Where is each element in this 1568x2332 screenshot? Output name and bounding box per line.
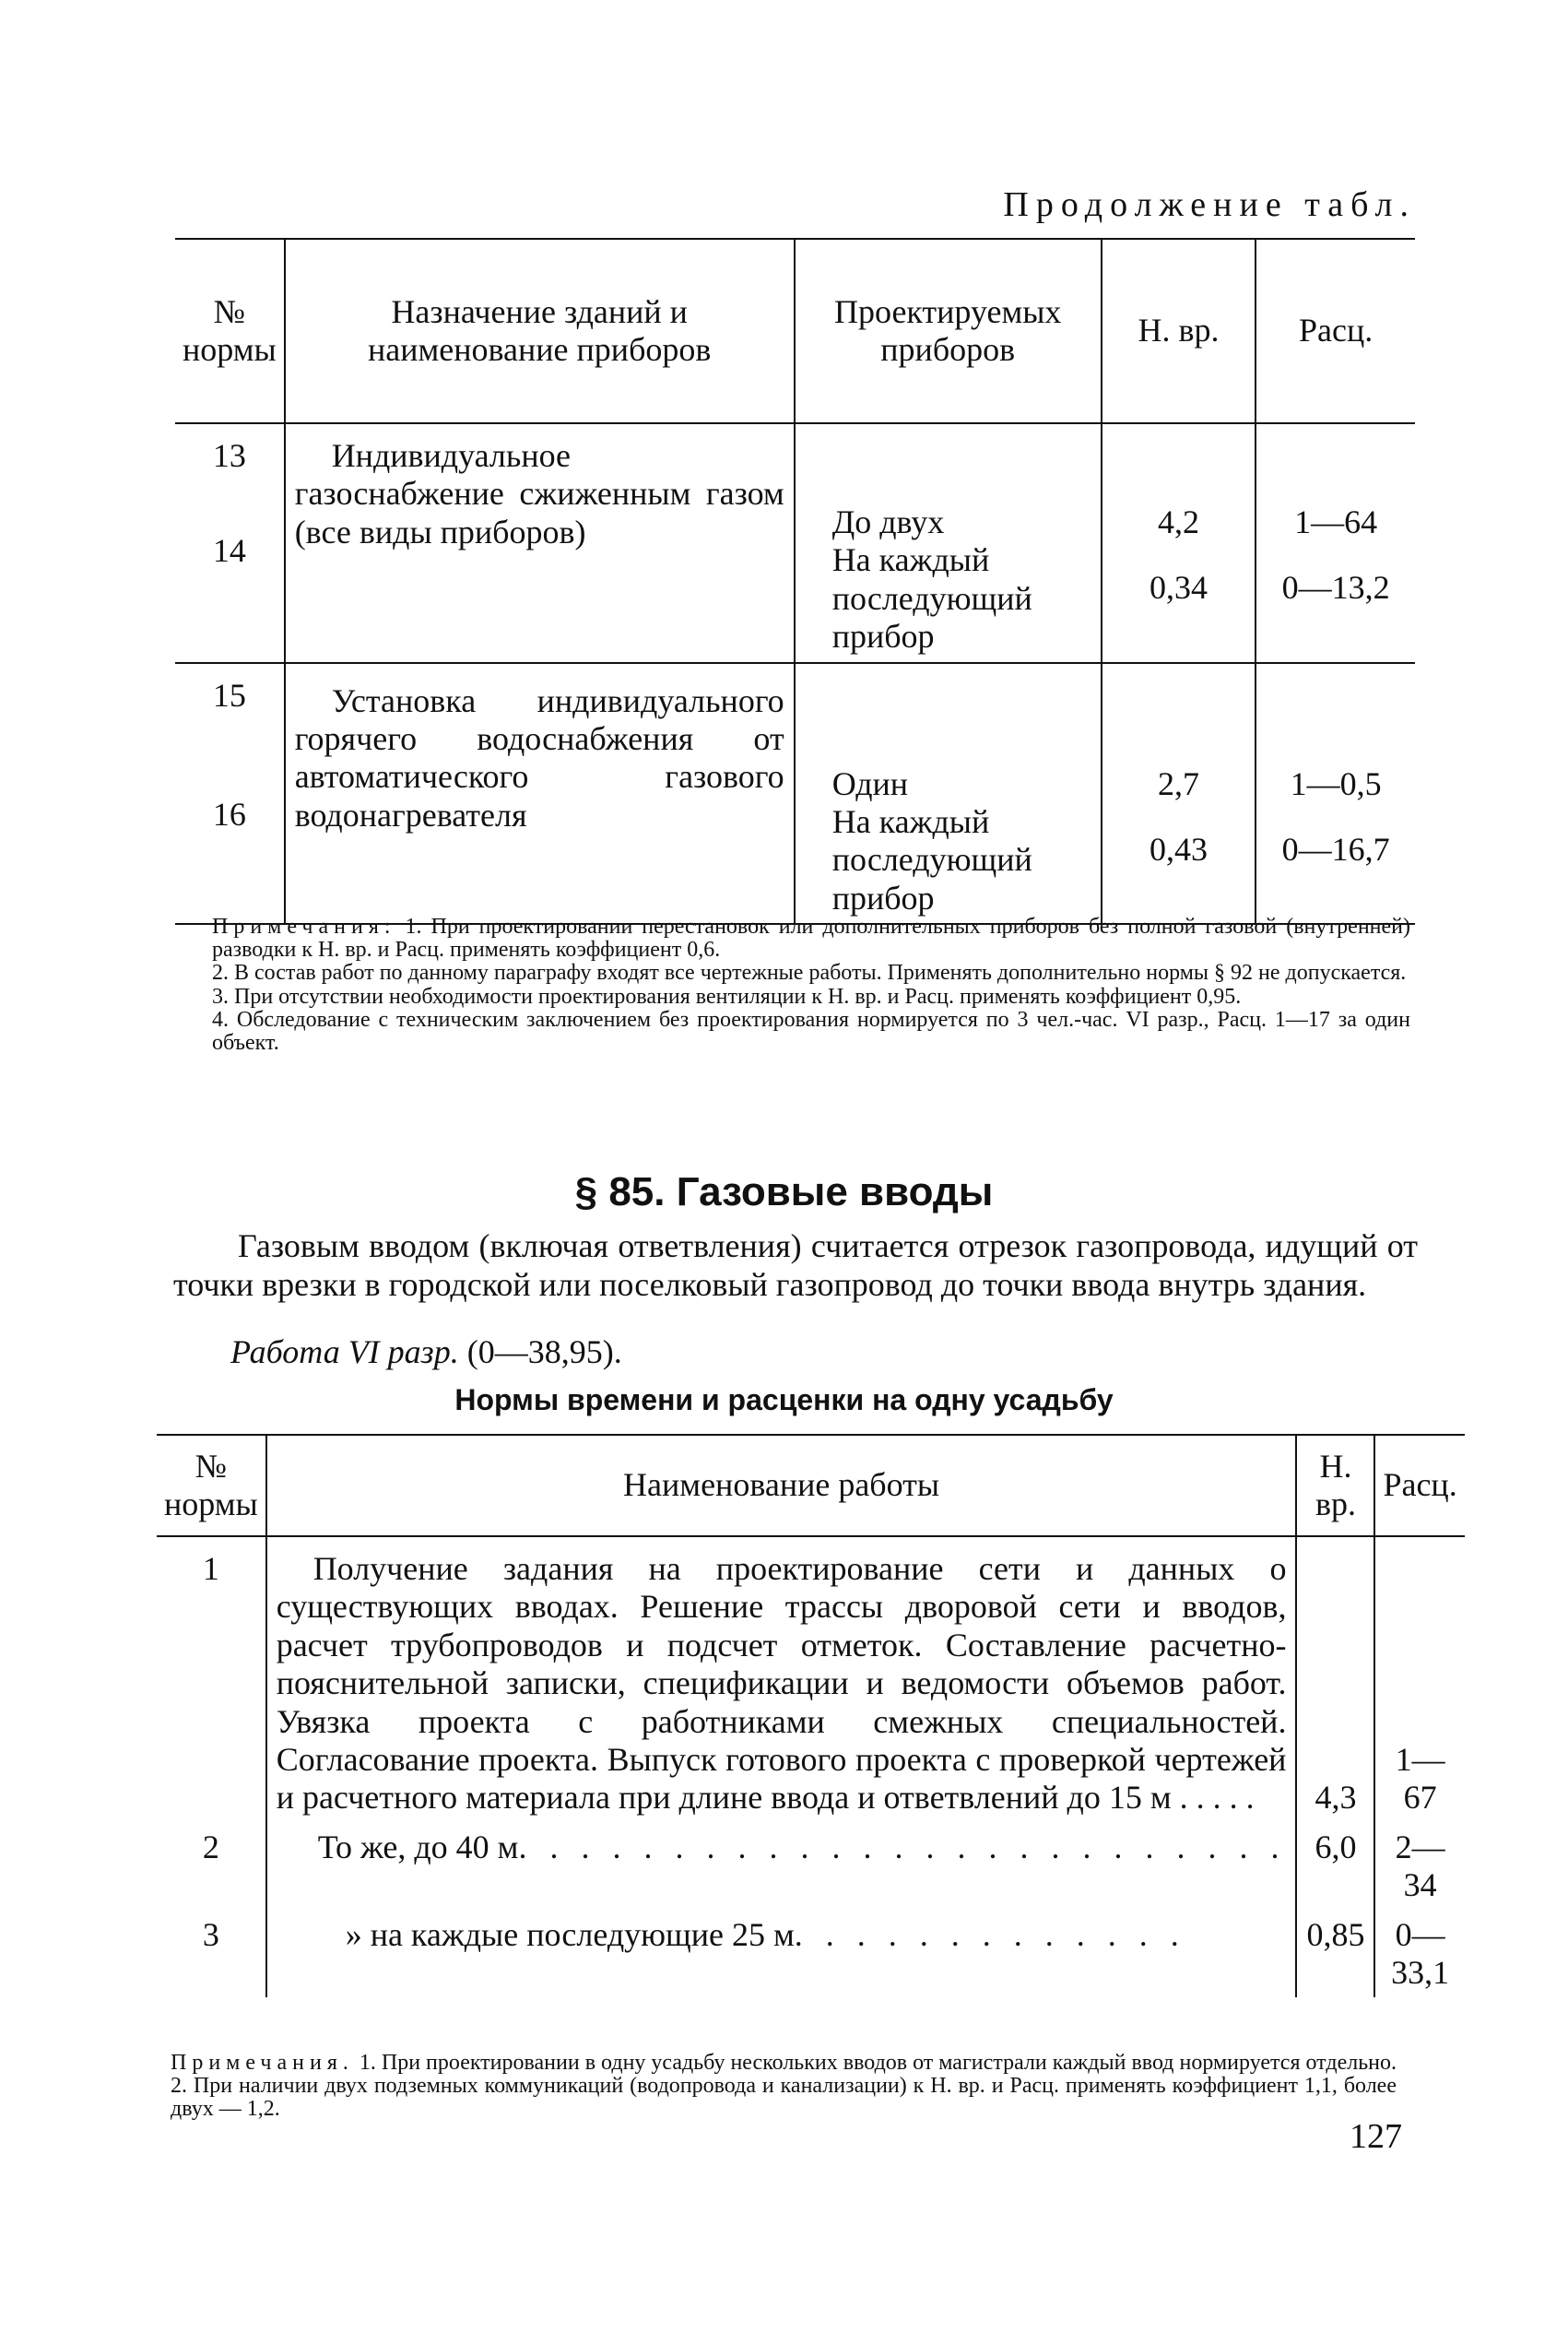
work-grade-label: Работа VI разр. xyxy=(230,1333,459,1370)
rate-value: 2—34 xyxy=(1374,1823,1464,1911)
norm-number: 1 xyxy=(202,1550,219,1587)
rate-value: 1—64 xyxy=(1294,503,1378,540)
notes-label: Примечания. xyxy=(171,2051,354,2075)
work-text: » на каждые последующие 25 м xyxy=(345,1915,795,1953)
page-number: 127 xyxy=(1350,2117,1402,2156)
norm-number: 15 xyxy=(212,676,246,714)
norm-number: 2 xyxy=(202,1828,219,1865)
note-item: 4. Обследование с техническим заключением без проектирования нормируется по 3 чел.-час. VI разр., Расц. 1—17 за один объект. xyxy=(212,1007,1410,1055)
note-item: 2. В состав работ по данному параграфу входят все чертежные работы. Применять дополнительно нормы § 92 не допускается. xyxy=(212,961,1407,986)
header-work-name: Наименование работы xyxy=(266,1435,1297,1536)
header-purpose: Назначение зданий и наименование приборов xyxy=(285,239,795,423)
time-norm-value: 2,7 xyxy=(1158,764,1199,802)
header-rate: Расц. xyxy=(1256,239,1415,423)
header-norm-number: № нормы xyxy=(183,292,277,368)
table2-title: Нормы времени и расценки на одну усадьбу xyxy=(454,1383,1114,1416)
time-norm-value: 0,85 xyxy=(1296,1911,1374,1998)
table-header-row xyxy=(157,1435,1465,1536)
header-norm-number: № нормы xyxy=(164,1447,258,1522)
rate-value: 0—16,7 xyxy=(1281,830,1390,868)
device-text: До двух xyxy=(831,503,945,540)
table-group xyxy=(175,663,1415,925)
table-group xyxy=(175,423,1415,663)
rate-value: 0—33,1 xyxy=(1374,1911,1464,1998)
rate-value: 1—67 xyxy=(1374,1536,1464,1823)
time-norm-value: 6,0 xyxy=(1296,1823,1374,1911)
table-header-row xyxy=(175,239,1415,423)
purpose-text: Установка индивидуального горячего водоснабжения от автоматического газового водонагревателя xyxy=(285,663,795,925)
rate-value: 1—0,5 xyxy=(1290,764,1382,802)
note-item: 1. При проектировании перестановок или дополнительных приборов без полной газовой (внутренней) разводки к Н. вр. и Расц. применять коэффициент 0,6. xyxy=(212,915,1410,963)
work-grade-rate: (0—38,95). xyxy=(466,1333,622,1370)
time-norm-value: 4,2 xyxy=(1158,503,1199,540)
table-row: 2 То же, до 40 м . . . . . . . . . . . . . . . . . . . . . . . . . 6,0 2—34 xyxy=(157,1823,1465,1911)
note-item: 1. При проектировании в одну усадьбу нескольких вводов от магистрали каждый ввод нормируется отдельно. xyxy=(359,2051,1397,2075)
norm-number: 13 xyxy=(212,437,246,474)
section-heading: § 85. Газовые вводы xyxy=(574,1169,994,1214)
header-rate: Расц. xyxy=(1374,1435,1464,1536)
continuation-label: Продолжение табл. xyxy=(1003,185,1416,224)
device-text: Один xyxy=(831,764,909,802)
section-paragraph: Газовым вводом (включая ответвления) считается отрезок газопровода, идущий от точки врезки в городской или поселковый газопровод до точки ввода внутрь здания. xyxy=(173,1227,1418,1304)
norm-number: 14 xyxy=(212,532,246,570)
norm-number: 16 xyxy=(212,795,246,833)
table-gas-inputs xyxy=(157,1434,1465,1997)
time-norm-value: 0,34 xyxy=(1149,569,1208,607)
table-devices xyxy=(175,238,1415,925)
work-grade-line xyxy=(230,1332,622,1371)
device-text: На каждый последующий прибор xyxy=(831,802,1032,917)
notes-block-1 xyxy=(212,916,1410,1055)
header-devices: Проектируемых приборов xyxy=(795,239,1102,423)
rate-value: 0—13,2 xyxy=(1281,569,1390,607)
time-norm-value: 0,43 xyxy=(1149,830,1208,868)
header-time-norm: Н. вр. xyxy=(1102,239,1256,423)
table-row xyxy=(175,663,1415,925)
device-text: На каждый последующий прибор xyxy=(831,541,1032,656)
table-row xyxy=(175,423,1415,663)
work-text-content: Получение задания на проектирование сети и данных о существующих вводах. Решение трассы дворовой сети и вводов, расчет трубопроводов и подсчет отметок. Составление расчетно-пояснительной записки, спецификации и ведомости объемов работ. Увязка проекта с работниками смежных специальностей. Согласование проекта. Выпуск готового проекта с проверкой чертежей и расчетного материала при длине ввода и ответвлений до 15 м xyxy=(276,1550,1287,1817)
table-row xyxy=(157,1536,1465,1823)
note-item: 2. При наличии двух подземных коммуникаций (водопровода и канализации) к Н. вр. и Расц. применять коэффициент 1,1, более двух — 1,2. xyxy=(171,2074,1397,2122)
header-time-norm: Н. вр. xyxy=(1296,1435,1374,1536)
time-norm-value: 4,3 xyxy=(1296,1536,1374,1823)
purpose-text: Индивидуальное газоснабжение сжиженным газом (все виды приборов) xyxy=(285,423,795,663)
table-row: 3 » на каждые последующие 25 м . . . . . . . . . . . . . 0,85 0—33,1 xyxy=(157,1911,1465,1998)
norm-number: 3 xyxy=(202,1915,219,1953)
notes-label: Примечания: xyxy=(212,915,396,939)
work-text: То же, до 40 м xyxy=(317,1828,519,1865)
note-item: 3. При отсутствии необходимости проектирования вентиляции к Н. вр. и Расц. применять коэффициент 0,95. xyxy=(212,984,1242,1009)
work-text: Получение задания на проектирование сети и данных о существующих вводах. Решение трассы дворовой сети и вводов, расчет трубопроводов и подсчет отметок. Составление расчетно-пояснительной записки, спецификации и ведомости объемов работ. Увязка проекта с работниками смежных специальностей. Согласование проекта. Выпуск готового проекта с проверкой чертежей и расчетного материала при длине ввода и ответвлений до 15 м . . . . . xyxy=(266,1536,1297,1823)
notes-block-2 xyxy=(171,2052,1397,2122)
